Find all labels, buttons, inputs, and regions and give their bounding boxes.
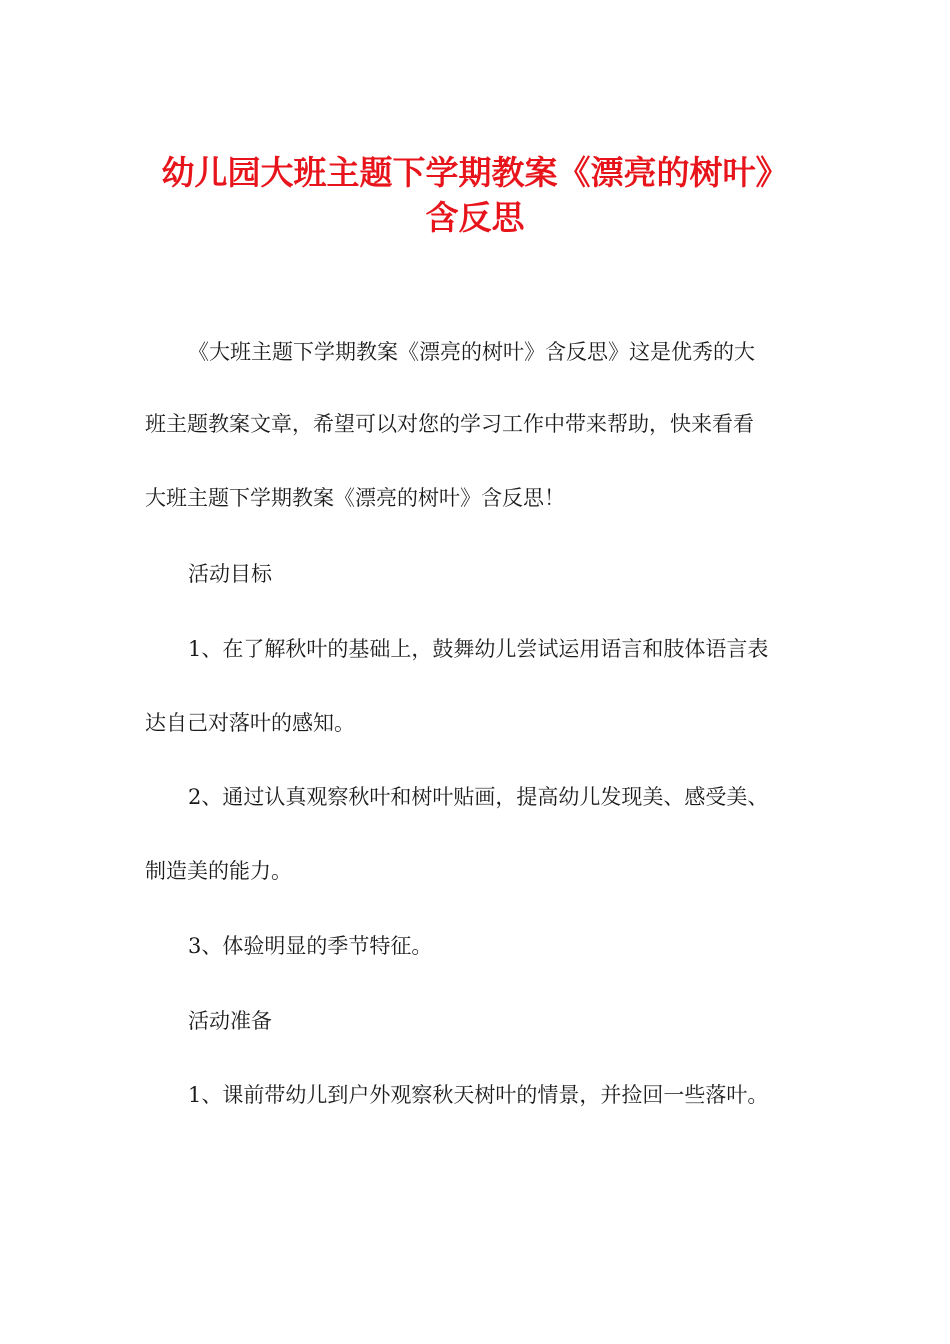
document-title-line-1: 幼儿园大班主题下学期教案《漂亮的树叶》 (161, 153, 789, 192)
goal-item-1-line-1: 1、在了解秋叶的基础上，鼓舞幼儿尝试运用语言和肢体语言表 (188, 637, 769, 661)
prep-item-1: 1、课前带幼儿到户外观察秋天树叶的情景，并捡回一些落叶。 (188, 1083, 769, 1107)
section-heading-goals: 活动目标 (188, 562, 272, 586)
intro-paragraph-line-3: 大班主题下学期教案《漂亮的树叶》含反思！ (145, 486, 565, 510)
intro-paragraph-line-1: 《大班主题下学期教案《漂亮的树叶》含反思》这是优秀的大 (188, 340, 755, 364)
goal-item-2-line-2: 制造美的能力。 (145, 859, 292, 883)
section-heading-prep: 活动准备 (188, 1009, 272, 1033)
goal-item-1-line-2: 达自己对落叶的感知。 (145, 711, 355, 735)
goal-item-2-line-1: 2、通过认真观察秋叶和树叶贴画，提高幼儿发现美、感受美、 (188, 785, 769, 809)
intro-paragraph-line-2: 班主题教案文章，希望可以对您的学习工作中带来帮助，快来看看 (145, 412, 754, 436)
document-title-line-2: 含反思 (425, 198, 525, 237)
goal-item-3: 3、体验明显的季节特征。 (188, 934, 433, 958)
